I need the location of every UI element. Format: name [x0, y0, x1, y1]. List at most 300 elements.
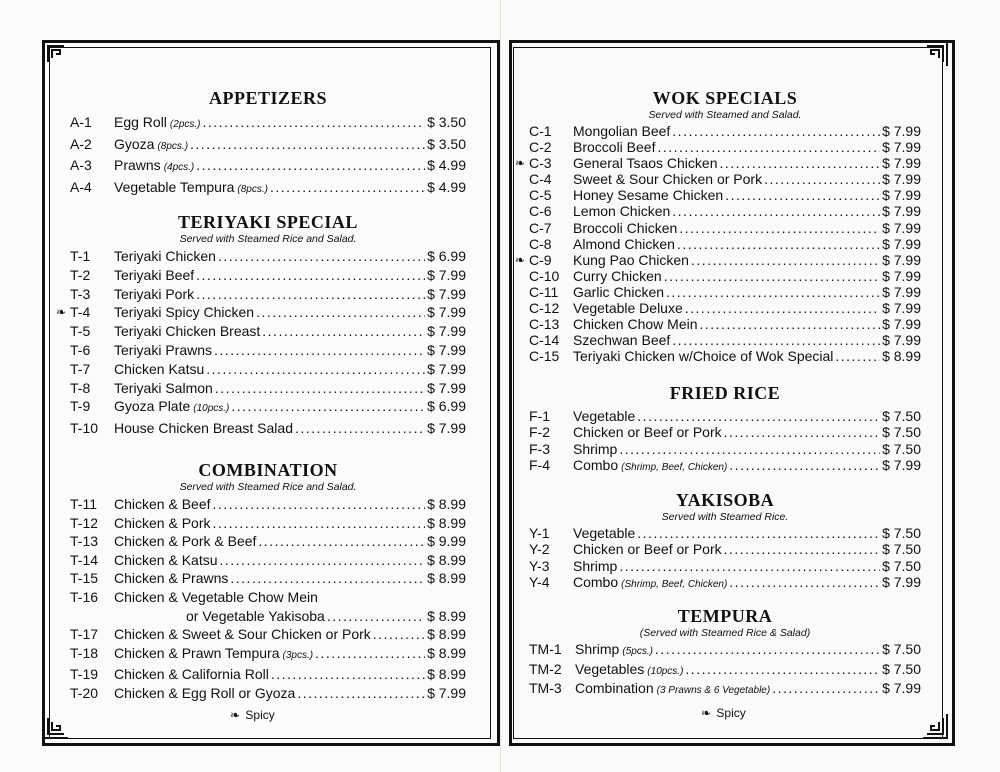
item-code: T-8: [70, 379, 91, 396]
dot-leader: [691, 252, 880, 268]
menu-item-row: [529, 139, 921, 155]
item-note: (10pcs.): [193, 403, 230, 415]
section-title: APPETIZERS: [208, 88, 328, 108]
dot-leader: [262, 322, 425, 341]
menu-item-row: [529, 171, 921, 187]
menu-item-row: [529, 203, 921, 219]
chili-pepper-icon: ❧: [56, 305, 67, 320]
menu-item-row: [70, 178, 466, 200]
menu-item-row: [70, 113, 466, 135]
item-note: (Shrimp, Beef, Chicken): [621, 461, 728, 473]
dot-leader: [677, 236, 880, 252]
item-note: (8pcs.): [237, 183, 268, 195]
item-name: Vegetable Tempura: [114, 178, 235, 195]
item-name: Chicken or Beef or Pork: [573, 424, 722, 441]
item-list: [529, 525, 921, 593]
dot-leader: [373, 625, 425, 644]
item-code: C-10: [529, 267, 560, 284]
item-code: C-14: [529, 332, 560, 349]
menu-item-row: [529, 187, 921, 203]
menu-item-row: [529, 680, 921, 700]
menu-item-row: [70, 495, 466, 514]
dot-leader: [196, 285, 425, 304]
dot-leader: [297, 684, 425, 703]
item-name: Teriyaki Chicken Breast: [114, 323, 261, 340]
item-price: $ 7.99: [882, 203, 921, 220]
item-price: $ 7.99: [427, 304, 466, 321]
item-price: $ 4.99: [427, 157, 466, 173]
item-code: C-12: [529, 300, 560, 317]
dot-leader: [218, 247, 425, 266]
item-code: F-1: [529, 408, 550, 424]
dot-leader: [657, 139, 880, 155]
item-price: $ 8.99: [427, 607, 466, 624]
item-name: Vegetables: [575, 660, 645, 677]
menu-item-row: [70, 588, 466, 607]
dot-leader: [196, 156, 425, 175]
item-name: Kung Pao Chicken: [573, 251, 689, 268]
item-code: T-11: [70, 496, 97, 512]
item-price: $ 7.99: [882, 235, 921, 252]
dot-leader: [685, 300, 880, 316]
item-price: $ 7.99: [882, 332, 921, 349]
dot-leader: [295, 419, 425, 438]
item-name: Teriyaki Salmon: [114, 379, 213, 396]
menu-item-row: [70, 625, 466, 644]
item-price: $ 6.99: [427, 248, 466, 264]
item-price: $ 7.99: [427, 420, 466, 437]
section-subtitle: (Served with Steamed Rice & Salad): [639, 627, 811, 639]
item-name: General Tsaos Chicken: [573, 155, 718, 172]
item-name: Teriyaki Pork: [114, 285, 195, 302]
menu-item-row: [529, 220, 921, 236]
section-title: COMBINATION: [198, 460, 338, 480]
item-name: Chicken & Sweet & Sour Chicken or Pork: [114, 626, 371, 643]
dot-leader: [214, 341, 425, 360]
chili-pepper-icon: ❧: [515, 156, 526, 171]
menu-item-row: [70, 514, 466, 533]
dot-leader: [729, 457, 880, 473]
menu-item-row: [529, 457, 921, 476]
item-list: [529, 408, 921, 476]
item-name: Egg Roll: [114, 114, 167, 130]
item-code: A-2: [70, 135, 92, 152]
item-code: C-15: [529, 348, 560, 365]
item-price: $ 7.50: [882, 660, 921, 677]
item-name: Shrimp: [573, 557, 618, 574]
section-subtitle: Served with Steamed and Salad.: [648, 109, 802, 121]
item-name: Chicken Katsu: [114, 360, 205, 377]
item-price: $ 7.99: [427, 360, 466, 377]
item-name: Shrimp: [575, 641, 620, 657]
item-price: $ 7.99: [427, 266, 466, 283]
right-panel: [500, 0, 1000, 772]
item-code: T-4: [70, 304, 91, 321]
dot-leader: [664, 268, 880, 284]
dot-leader: [725, 187, 880, 203]
dot-leader: [230, 569, 425, 588]
menu-item-row: [515, 155, 921, 172]
dot-leader: [637, 525, 880, 541]
item-price: $ 7.50: [882, 557, 921, 574]
fret-corner-icon: [42, 712, 70, 740]
dot-leader: [315, 644, 425, 663]
item-price: $ 7.99: [882, 139, 921, 156]
menu-item-row: [529, 284, 921, 300]
item-code: C-11: [529, 283, 559, 300]
teriyaki-section: [56, 212, 466, 438]
item-price: $ 7.99: [882, 171, 921, 188]
item-list: [515, 123, 921, 365]
item-name: Curry Chicken: [573, 267, 662, 284]
item-code: T-6: [70, 341, 91, 358]
dot-leader: [700, 316, 881, 332]
menu-item-row: [70, 397, 466, 419]
menu-item-row: [529, 123, 921, 139]
spicy-legend: [701, 706, 746, 720]
item-price: $ 8.99: [427, 644, 466, 661]
dot-leader: [724, 424, 880, 440]
dot-leader: [719, 155, 880, 171]
dot-leader: [196, 266, 425, 285]
item-price: $ 7.50: [882, 408, 921, 424]
item-name: Broccoli Chicken: [573, 219, 678, 236]
section-title: TEMPURA: [677, 606, 773, 626]
item-code: Y-4: [529, 573, 550, 590]
item-name: Gyoza: [114, 135, 155, 152]
item-price: $ 7.50: [882, 525, 921, 541]
section-subtitle: Served with Steamed Rice.: [661, 511, 789, 523]
combination-section: [70, 460, 466, 703]
dot-leader: [256, 303, 425, 322]
menu-item-row: [529, 348, 921, 364]
dot-leader: [672, 123, 880, 139]
chili-pepper-icon: ❧: [230, 708, 241, 722]
dot-leader: [271, 665, 425, 684]
item-name: or Vegetable Yakisoba: [186, 607, 325, 624]
item-name: Vegetable: [573, 525, 636, 541]
item-code: T-15: [70, 570, 99, 587]
item-code: T-5: [70, 323, 91, 340]
dot-leader: [213, 495, 426, 514]
item-price: $ 7.99: [882, 219, 921, 236]
item-name: Teriyaki Spicy Chicken: [114, 304, 255, 321]
menu-item-row: [70, 379, 466, 398]
item-code: A-1: [70, 114, 92, 130]
menu-item-row: [70, 247, 466, 266]
appetizers-section: [70, 88, 466, 199]
dot-leader: [231, 397, 425, 416]
item-note: (2pcs.): [169, 119, 201, 130]
menu-item-row: [70, 665, 466, 684]
item-name: Teriyaki Prawns: [114, 341, 213, 358]
item-price: $ 8.99: [427, 570, 466, 587]
item-name: Shrimp: [573, 440, 618, 457]
menu-item-row: [529, 300, 921, 316]
menu-item-row: [70, 419, 466, 438]
menu-item-row: [70, 551, 466, 570]
menu-item-row: [529, 408, 921, 424]
item-code: C-3: [529, 155, 552, 172]
item-name: Almond Chicken: [573, 235, 675, 252]
item-note: (4pcs.): [163, 162, 195, 173]
item-price: $ 4.99: [427, 178, 466, 195]
menu-item-row: [529, 558, 921, 574]
chili-pepper-icon: ❧: [515, 252, 526, 267]
item-code: T-18: [70, 644, 99, 661]
item-code: TM-1: [529, 641, 562, 657]
menu-item-row: [529, 574, 921, 593]
dot-leader: [190, 135, 425, 154]
item-list: [70, 495, 466, 703]
item-code: C-9: [529, 251, 552, 268]
dot-leader: [679, 220, 880, 236]
menu-item-row: [70, 322, 466, 341]
item-price: $ 7.99: [427, 323, 466, 340]
item-price: $ 7.99: [882, 123, 921, 139]
item-note: (5pcs.): [622, 646, 653, 657]
menu-item-row: [70, 285, 466, 304]
item-name: Mongolian Beef: [573, 123, 671, 139]
item-name: Prawns: [114, 157, 161, 173]
item-code: C-6: [529, 203, 552, 220]
menu-item-row: [70, 569, 466, 588]
section-title: WOK SPECIALS: [652, 88, 798, 108]
dot-leader: [206, 360, 425, 379]
menu-item-row: [70, 360, 466, 379]
item-price: $ 7.99: [427, 285, 466, 302]
dot-leader: [202, 113, 425, 132]
item-name: Chicken & Pork & Beef: [114, 533, 257, 550]
item-code: T-3: [70, 285, 91, 302]
chili-pepper-icon: ❧: [701, 706, 712, 720]
item-name: Combo: [573, 573, 619, 590]
item-name: Chicken or Beef or Pork: [573, 541, 722, 558]
fried-rice-section: [529, 383, 921, 476]
item-price: $ 3.50: [427, 135, 466, 152]
item-code: C-5: [529, 187, 552, 204]
menu-item-row: [70, 266, 466, 285]
item-name: Combo: [573, 456, 619, 473]
item-price: $ 7.99: [882, 316, 921, 333]
dot-leader: [835, 348, 880, 364]
spicy-legend: [230, 708, 275, 722]
menu-item-row: [529, 541, 921, 557]
menu-item-row: [529, 525, 921, 541]
section-subtitle: Served with Steamed Rice and Salad.: [179, 481, 357, 493]
dot-leader: [619, 558, 880, 574]
menu-item-row: [529, 424, 921, 440]
item-price: $ 7.99: [882, 456, 921, 473]
item-note: (8pcs.): [157, 140, 189, 152]
item-list: [56, 247, 466, 438]
item-price: $ 7.50: [882, 641, 921, 657]
item-price: $ 7.99: [882, 251, 921, 268]
item-note: (Shrimp, Beef, Chicken): [621, 578, 728, 590]
item-code: T-14: [70, 551, 99, 568]
spicy-legend-label: Spicy: [245, 708, 275, 722]
item-name: Chicken & Prawn Tempura: [114, 644, 280, 661]
tempura-section: [529, 606, 921, 700]
fret-corner-icon: [921, 40, 949, 68]
menu-item-row: [529, 268, 921, 284]
item-name: Chicken Chow Mein: [573, 316, 698, 333]
item-name: Szechwan Beef: [573, 332, 671, 349]
item-code: C-8: [529, 235, 552, 252]
item-name: Vegetable Deluxe: [573, 300, 683, 317]
item-code: Y-2: [529, 541, 550, 558]
menu-item-row: [70, 684, 466, 703]
item-code: T-10: [70, 420, 99, 437]
item-price: $ 7.99: [882, 680, 921, 696]
item-code: F-2: [529, 424, 550, 441]
item-name: Lemon Chicken: [573, 203, 671, 220]
item-name: Chicken & Pork: [114, 514, 211, 531]
item-code: Y-1: [529, 525, 550, 541]
dot-leader: [215, 379, 425, 398]
item-code: T-19: [70, 666, 99, 683]
item-note: (10pcs.): [647, 665, 684, 677]
menu-item-row: [515, 251, 921, 268]
menu-item-row: [70, 532, 466, 551]
item-name: Combination: [575, 680, 654, 696]
item-name: House Chicken Breast Salad: [114, 420, 293, 437]
item-code: T-13: [70, 533, 99, 550]
dot-leader: [772, 680, 880, 697]
section-title: TERIYAKI SPECIAL: [178, 212, 358, 232]
dot-leader: [619, 441, 880, 457]
item-code: C-2: [529, 139, 552, 156]
item-name: Teriyaki Beef: [114, 266, 195, 283]
item-price: $ 7.50: [882, 541, 921, 558]
wok-specials-section: [515, 88, 921, 365]
item-code: TM-2: [529, 660, 562, 677]
menu-item-row: [529, 316, 921, 332]
item-price: $ 8.99: [882, 348, 921, 365]
item-price: $ 3.50: [427, 114, 466, 130]
yakisoba-section: [529, 490, 921, 593]
menu-item-row: [529, 441, 921, 457]
item-name: Chicken & Vegetable Chow Mein: [114, 588, 318, 605]
item-code: F-4: [529, 456, 550, 473]
item-name: Sweet & Sour Chicken or Pork: [573, 171, 763, 188]
item-name: Gyoza Plate: [114, 398, 191, 415]
item-price: $ 7.99: [427, 684, 466, 701]
item-code: TM-3: [529, 680, 562, 696]
dot-leader: [212, 514, 425, 533]
item-name: Chicken & Egg Roll or Gyoza: [114, 684, 296, 701]
item-code: Y-3: [529, 557, 550, 574]
spicy-legend-label: Spicy: [716, 706, 746, 720]
item-price: $ 9.99: [427, 533, 466, 550]
item-price: $ 7.99: [882, 155, 921, 172]
item-code: C-13: [529, 316, 560, 333]
dot-leader: [672, 332, 880, 348]
menu-item-row: [529, 641, 921, 661]
item-name: Honey Sesame Chicken: [573, 187, 724, 204]
item-name: Teriyaki Chicken: [114, 248, 216, 264]
menu-item-row: [70, 156, 466, 178]
item-note: (3pcs.): [282, 649, 314, 661]
item-code: F-3: [529, 440, 550, 457]
item-price: $ 7.99: [882, 573, 921, 590]
fret-corner-icon: [921, 712, 949, 740]
item-price: $ 7.99: [882, 300, 921, 317]
item-code: T-16: [70, 588, 99, 605]
item-code: T-2: [70, 266, 91, 283]
menu-item-row: [529, 332, 921, 348]
item-name: Chicken & Prawns: [114, 570, 229, 587]
item-price: $ 7.99: [427, 341, 466, 358]
item-name: Broccoli Beef: [573, 139, 656, 156]
menu-item-row: [56, 303, 466, 322]
item-code: C-4: [529, 171, 552, 188]
item-code: T-12: [70, 514, 99, 531]
item-code: T-9: [70, 398, 91, 415]
dot-leader: [764, 171, 880, 187]
item-price: $ 6.99: [427, 398, 466, 415]
dot-leader: [724, 541, 880, 557]
menu-item-row: [70, 644, 466, 666]
dot-leader: [327, 607, 425, 626]
dot-leader: [258, 532, 425, 551]
item-code: C-1: [529, 123, 552, 139]
menu-item-row: [70, 607, 466, 626]
item-name: Garlic Chicken: [573, 283, 665, 300]
item-code: T-17: [70, 626, 99, 643]
item-price: $ 7.99: [882, 187, 921, 204]
dot-leader: [672, 203, 880, 219]
item-price: $ 8.99: [427, 496, 466, 512]
section-subtitle: Served with Steamed Rice and Salad.: [179, 233, 357, 245]
item-name: Vegetable: [573, 408, 636, 424]
item-price: $ 8.99: [427, 626, 466, 643]
item-code: T-20: [70, 684, 99, 701]
section-title: YAKISOBA: [675, 490, 775, 510]
item-name: Chicken & Katsu: [114, 551, 218, 568]
item-name: Chicken & Beef: [114, 496, 211, 512]
item-name: Teriyaki Chicken w/Choice of Wok Special: [573, 348, 834, 365]
item-code: T-7: [70, 360, 91, 377]
item-name: Chicken & California Roll: [114, 666, 269, 683]
item-price: $ 8.99: [427, 666, 466, 683]
dot-leader: [666, 284, 880, 300]
item-price: $ 7.50: [882, 440, 921, 457]
item-price: $ 7.50: [882, 424, 921, 441]
dot-leader: [685, 661, 880, 678]
menu-item-row: [529, 661, 921, 681]
fret-corner-icon: [42, 40, 70, 68]
dot-leader: [655, 641, 880, 658]
menu-item-row: [70, 135, 466, 157]
menu-item-row: [529, 236, 921, 252]
item-price: $ 7.99: [882, 267, 921, 284]
menu-item-row: [70, 341, 466, 360]
item-code: A-3: [70, 157, 92, 173]
dot-leader: [220, 551, 426, 570]
item-list: [70, 113, 466, 199]
dot-leader: [729, 574, 880, 590]
item-price: $ 7.99: [427, 379, 466, 396]
item-price: $ 8.99: [427, 551, 466, 568]
item-price: $ 8.99: [427, 514, 466, 531]
item-code: T-1: [70, 248, 91, 264]
item-code: C-7: [529, 219, 552, 236]
dot-leader: [637, 408, 880, 424]
item-code: A-4: [70, 178, 92, 195]
item-price: $ 7.99: [882, 283, 921, 300]
section-title: FRIED RICE: [669, 383, 781, 403]
